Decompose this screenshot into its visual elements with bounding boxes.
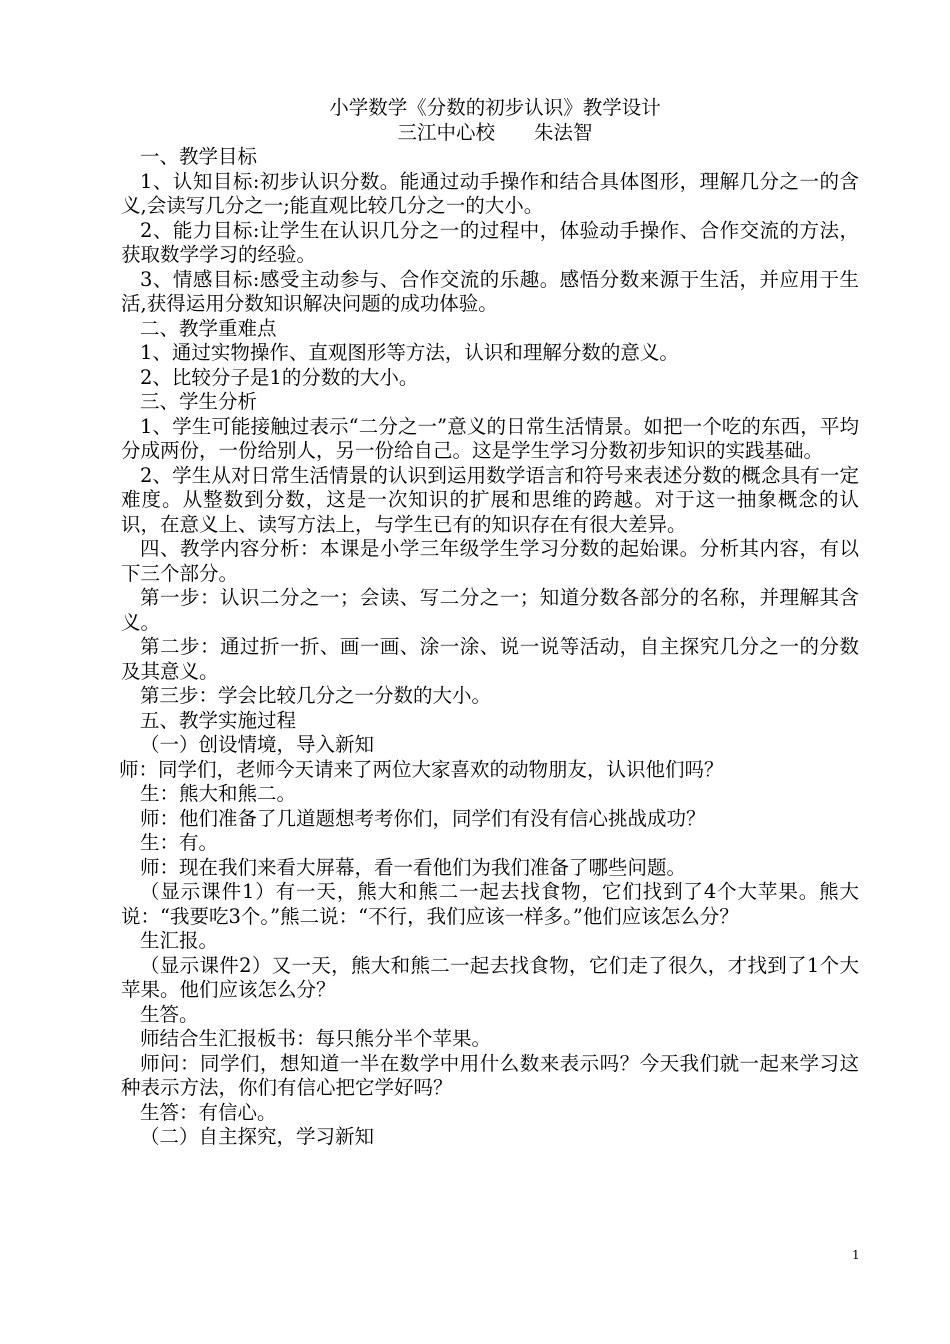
paragraph: 师：他们准备了几道题想考考你们，同学们有没有信心挑战成功？ bbox=[140, 806, 706, 830]
paragraph: 师：同学们，老师今天请来了两位大家喜欢的动物朋友，认识他们吗？ bbox=[119, 757, 724, 781]
paragraph: （显示课件2）又一天，熊大和熊二一起去找食物，它们走了很久，才找到了1个大苹果。他们应该怎么分？ bbox=[121, 953, 859, 1001]
paragraph-list bbox=[121, 145, 859, 1150]
paragraph: 师问：同学们，想知道一半在数学中用什么数来表示吗？今天我们就一起来学习这种表示方法，你们有信心把它学好吗？ bbox=[121, 1051, 859, 1099]
paragraph: （二）自主探究，学习新知 bbox=[140, 1125, 375, 1148]
paragraph: 五、教学实施过程 bbox=[140, 708, 297, 732]
paragraph: 一、教学目标 bbox=[140, 145, 258, 168]
paragraph: 3、情感目标:感受主动参与、合作交流的乐趣。感悟分数来源于生活，并应用于生活,获得运用分数知识解决问题的成功体验。 bbox=[121, 267, 859, 315]
paragraph: 1、通过实物操作、直观图形等方法，认识和理解分数的意义。 bbox=[140, 341, 679, 364]
paragraph: 2、学生从对日常生活情景的认识到运用数学语言和符号来表述分数的概念具有一定难度。从整数到分数，这是一次知识的扩展和思维的跨越。对于这一抽象概念的认识，在意义上、读写方法上，与学生已有的知识存在有很大差异。 bbox=[121, 463, 859, 536]
paragraph: 师结合生汇报板书：每只熊分半个苹果。 bbox=[140, 1027, 492, 1050]
paragraph: 二、教学重难点 bbox=[140, 316, 277, 340]
paragraph: 师：现在我们来看大屏幕，看一看他们为我们准备了哪些问题。 bbox=[140, 855, 687, 879]
paragraph: 四、教学内容分析：本课是小学三年级学生学习分数的起始课。分析其内容，有以下三个部分。 bbox=[121, 537, 859, 585]
paragraph: 2、能力目标:让学生在认识几分之一的过程中，体验动手操作、合作交流的方法，获取数学学习的经验。 bbox=[121, 218, 859, 266]
paragraph: 第一步：认识二分之一；会读、写二分之一；知道分数各部分的名称，并理解其含义。 bbox=[121, 586, 859, 634]
paragraph: （显示课件1）有一天，熊大和熊二一起去找食物，它们找到了4个大苹果。熊大说：“我要吃3个。”熊二说：“不行，我们应该一样多。”他们应该怎么分？ bbox=[121, 880, 859, 928]
document-title: 小学数学《分数的初步认识》教学设计 bbox=[329, 96, 661, 119]
document-body bbox=[121, 95, 859, 1150]
paragraph: 生：有。 bbox=[140, 831, 219, 854]
paragraph: 生：熊大和熊二。 bbox=[140, 782, 297, 805]
page-number: 1 bbox=[852, 1248, 860, 1262]
paragraph: 生答。 bbox=[140, 1002, 199, 1026]
paragraph: 第二步：通过折一折、画一画、涂一涂、说一说等活动，自主探究几分之一的分数及其意义。 bbox=[121, 635, 859, 683]
document-author: 三江中心校 朱法智 bbox=[397, 121, 593, 144]
paragraph: 生答：有信心。 bbox=[140, 1100, 277, 1124]
paragraph: 1、学生可能接触过表示“二分之一”意义的日常生活情景。如把一个吃的东西，平均分成两份，一份给别人，另一份给自己。这是学生学习分数初步知识的实践基础。 bbox=[121, 414, 859, 462]
paragraph: 三、学生分析 bbox=[140, 390, 258, 413]
paragraph: 2、比较分子是1的分数的大小。 bbox=[140, 365, 419, 389]
paragraph: 生汇报。 bbox=[140, 929, 219, 952]
paragraph: 第三步：学会比较几分之一分数的大小。 bbox=[140, 684, 492, 707]
paragraph: 1、认知目标:初步认识分数。能通过动手操作和结合具体图形，理解几分之一的含义,会读写几分之一;能直观比较几分之一的大小。 bbox=[121, 169, 859, 217]
paragraph: （一）创设情境，导入新知 bbox=[140, 733, 375, 756]
